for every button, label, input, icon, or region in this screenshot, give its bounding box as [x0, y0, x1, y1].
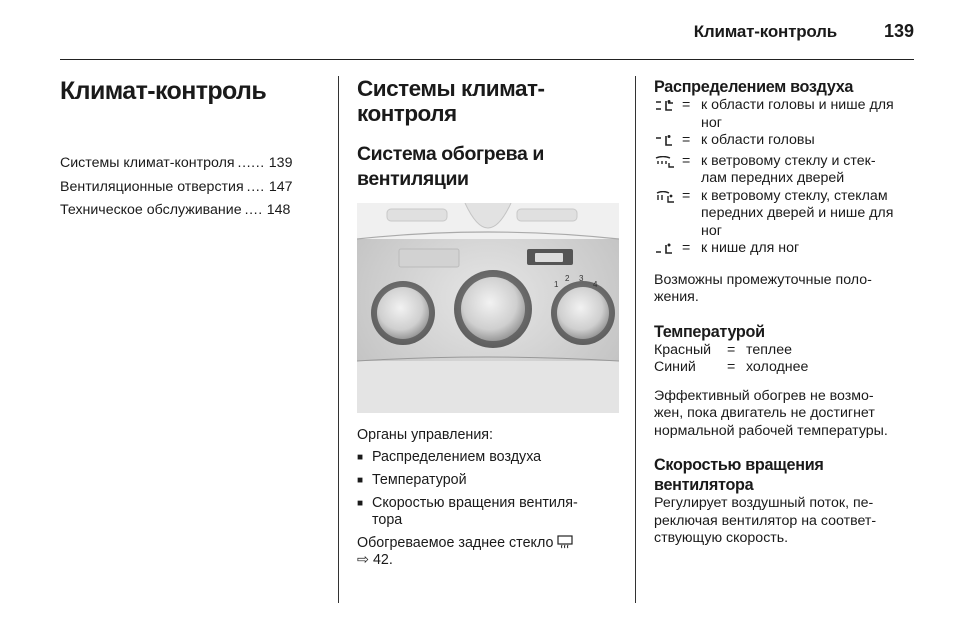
windscreen-and-foot-airflow-icon	[654, 191, 676, 203]
header-divider	[60, 59, 914, 60]
controls-intro: Органы управления:	[357, 427, 494, 443]
toc-page: 147	[268, 178, 293, 195]
rear-window-note: Обогреваемое заднее стекло ⇨ 42.	[357, 535, 619, 569]
air-distribution-knob[interactable]	[377, 287, 429, 339]
rear-window-heater-button[interactable]	[535, 253, 563, 262]
toc-entry[interactable]: Техническое обслуживание .... 148	[60, 199, 325, 223]
toc-page: 148	[266, 202, 291, 219]
list-item: = к области головы и нише для ног	[654, 97, 916, 132]
foot-airflow-icon	[654, 243, 676, 255]
page-reference[interactable]: 42.	[372, 552, 393, 568]
toc-page: 139	[268, 155, 293, 171]
fan-label: 2	[565, 274, 570, 283]
temperature-heading: Температурой	[654, 322, 765, 341]
section-column	[357, 76, 619, 569]
list-item: Красный = теплее	[654, 341, 792, 358]
page-number: 139	[883, 21, 914, 41]
temperature-note: Эффективный обогрев не возмо- жен, пока двигатель не достигнет нормальной рабочей температуры.	[654, 387, 888, 439]
fan-label: 4	[593, 280, 598, 289]
fan-label: 1	[554, 280, 559, 289]
intermediate-positions-note: Возможны промежуточные поло- жения.	[654, 271, 872, 305]
head-airflow-icon	[654, 135, 676, 147]
column-divider	[338, 76, 339, 603]
running-header-title: Климат-контроль	[693, 22, 837, 41]
subsection-title: Система обогрева и вентиляции	[357, 143, 545, 190]
controls-list	[357, 449, 619, 529]
toc-entry[interactable]: Системы климат-контроля ...... 139	[60, 152, 325, 176]
fan-speed-heading: Скоростью вращения вентилятора	[654, 456, 824, 494]
toc-entry[interactable]: Вентиляционные отверстия .... 147	[60, 176, 325, 200]
temperature-knob[interactable]	[461, 277, 525, 341]
fan-speed-text: Регулирует воздушный поток, пе- реключая вентилятор на соответ- ствующую скорость.	[654, 495, 877, 546]
list-item: = к ветровому стеклу, стеклам передних дверей и нише для ног	[654, 188, 916, 241]
page-reference-arrow-icon: ⇨	[357, 552, 369, 568]
air-distribution-heading: Распределением воздуха	[654, 78, 854, 96]
windscreen-airflow-icon	[654, 156, 676, 168]
column-divider	[635, 76, 636, 603]
head-and-foot-airflow-icon	[654, 100, 676, 112]
list-item: ■ Температурой	[357, 472, 619, 489]
table-of-contents	[60, 152, 325, 223]
list-item: = к области головы	[654, 132, 916, 153]
climate-control-panel-illustration	[357, 203, 619, 413]
list-item: Синий = холоднее	[654, 359, 809, 375]
chapter-title: Климат-контроль	[60, 77, 267, 105]
rear-window-heater-icon	[557, 535, 573, 549]
section-title: Системы климат- контроля	[357, 76, 545, 126]
list-item: = к нише для ног	[654, 240, 916, 261]
fan-speed-knob[interactable]	[557, 287, 609, 339]
chapter-contents-column	[60, 76, 325, 223]
list-item: ■ Скоростью вращения вентиля- тора	[357, 495, 619, 529]
fan-label: 3	[579, 274, 584, 283]
details-column	[654, 77, 916, 548]
list-item: ■ Распределением воздуха	[357, 449, 619, 466]
list-item: = к ветровому стеклу и стек- лам передних дверей	[654, 153, 916, 188]
